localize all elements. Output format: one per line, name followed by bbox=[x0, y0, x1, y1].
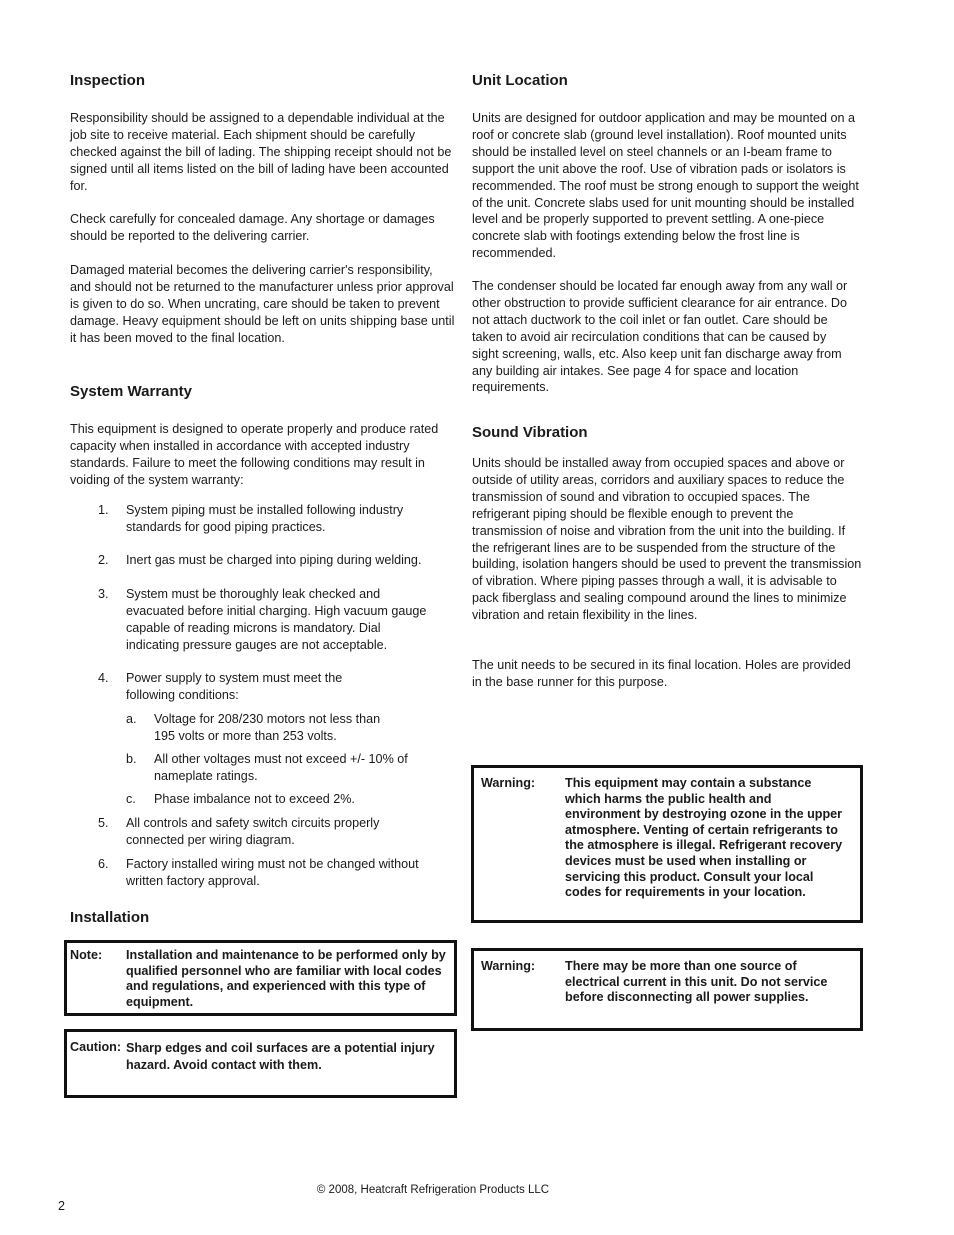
list-text: Inert gas must be charged into piping during welding. bbox=[126, 553, 422, 567]
inspection-paragraph-1: Responsibility should be assigned to a dependable individual at the job site to receive material. Each shipment should be carefully checked against the bill of lading. The shipping receipt should not be signed until all items listed on the bill of lading have been accounted for. bbox=[70, 111, 452, 193]
warning-label: Warning: bbox=[481, 959, 536, 973]
note-box bbox=[64, 940, 457, 1016]
list-text: System piping must be installed following industry standards for good piping practices. bbox=[126, 503, 404, 534]
list-text: All controls and safety switch circuits properly connected per wiring diagram. bbox=[126, 816, 380, 847]
page-number: 2 bbox=[58, 1199, 66, 1213]
list-letter: c. bbox=[126, 792, 136, 806]
caution-label: Caution: bbox=[70, 1040, 122, 1054]
list-number: 3. bbox=[98, 587, 109, 601]
list-text: Phase imbalance not to exceed 2%. bbox=[154, 792, 355, 806]
inspection-heading: Inspection bbox=[70, 72, 146, 89]
warning-text: This equipment may contain a substance which harms the public health and environment by destroying ozone in the upper atmosphere. Venting of certain refrigerants to the atmosphere is illegal. Refrigerant recovery devices must be used when installing or servicing this product. Consult your local codes for requirements in your location. bbox=[565, 776, 843, 900]
caution-box bbox=[64, 1029, 457, 1098]
note-label: Note: bbox=[70, 948, 103, 962]
list-number: 6. bbox=[98, 857, 109, 871]
system-warranty-heading: System Warranty bbox=[70, 383, 192, 400]
list-text: Factory installed wiring must not be changed without written factory approval. bbox=[126, 857, 419, 888]
installation-heading: Installation bbox=[70, 909, 150, 926]
list-number: 4. bbox=[98, 671, 109, 685]
inspection-paragraph-3: Damaged material becomes the delivering carrier's responsibility, and should not be returned to the manufacturer unless prior approval is given to do so. When uncrating, care should be taken to prevent damage. Heavy equipment should be left on units shipping base until it has been moved to the final location. bbox=[70, 263, 455, 345]
list-text: All other voltages must not exceed +/- 10% of nameplate ratings. bbox=[154, 752, 408, 783]
sound-vibration-paragraph-1: Units should be installed away from occupied spaces and above or outside of utility areas, corridors and auxiliary spaces to reduce the transmission of sound and vibration to occupied spaces. The refrigerant piping should be flexible enough to prevent the transmission of noise and vibration from the unit into the building. If the refrigerant lines are to be suspended from the structure of the building, isolation hangers should be used to prevent the transmission of vibration. Where piping passes through a wall, it is advisable to pack fiberglass and sealing compound around the lines to minimize vibration and retain flexibility in the lines. bbox=[472, 456, 862, 623]
sound-vibration-heading: Sound Vibration bbox=[472, 424, 588, 441]
list-letter: a. bbox=[126, 712, 137, 726]
list-text: System must be thoroughly leak checked and evacuated before initial charging. High vacuum gauge capable of reading microns is mandatory. Dial indicating pressure gauges are not acceptable. bbox=[126, 587, 427, 652]
inspection-paragraph-2: Check carefully for concealed damage. Any shortage or damages should be reported to the delivering carrier. bbox=[70, 212, 435, 243]
unit-location-paragraph-1: Units are designed for outdoor application and may be mounted on a roof or concrete slab (ground level installation). Roof mounted units should be installed level on steel channels or an I-beam frame to support the unit above the roof. Use of vibration pads or isolators is recommended. The roof must be strong enough to support the weight of the unit. Concrete slabs used for unit mounting should be installed level and be properly supported to prevent settling. A one-piece concrete slab with footings extending below the frost line is recommended. bbox=[472, 111, 859, 261]
list-number: 1. bbox=[98, 503, 109, 517]
warning-label: Warning: bbox=[481, 776, 536, 790]
warning-box-electrical bbox=[471, 948, 863, 1031]
warning-text: There may be more than one source of electrical current in this unit. Do not service before disconnecting all power supplies. bbox=[565, 959, 828, 1005]
unit-location-paragraph-2: The condenser should be located far enough away from any wall or other obstruction to provide sufficient clearance for air entrance. Do not attach ductwork to the coil inlet or fan outlet. Care should be taken to avoid air recirculation conditions that can be caused by sight screening, walls, etc. Also keep unit fan discharge away from any building air intakes. See page 4 for space and location requirements. bbox=[472, 279, 848, 395]
caution-text: Sharp edges and coil surfaces are a potential injury hazard. Avoid contact with them. bbox=[126, 1041, 435, 1072]
warranty-intro: This equipment is designed to operate properly and produce rated capacity when installed in accordance with accepted industry standards. Failure to meet the following conditions may result in voiding of the system warranty: bbox=[70, 422, 439, 487]
unit-location-heading: Unit Location bbox=[472, 72, 568, 89]
list-number: 2. bbox=[98, 553, 109, 567]
warning-box-ozone bbox=[471, 765, 863, 923]
list-letter: b. bbox=[126, 752, 137, 766]
list-text: Power supply to system must meet the following conditions: bbox=[126, 671, 343, 702]
list-number: 5. bbox=[98, 816, 109, 830]
note-text: Installation and maintenance to be performed only by qualified personnel who are familiar with local codes and regulations, and experienced with this type of equipment. bbox=[126, 948, 446, 1009]
copyright-footer: © 2008, Heatcraft Refrigeration Products LLC bbox=[316, 1184, 550, 1196]
sound-vibration-paragraph-2: The unit needs to be secured in its final location. Holes are provided in the base runner for this purpose. bbox=[472, 658, 851, 689]
list-text: Voltage for 208/230 motors not less than 195 volts or more than 253 volts. bbox=[154, 712, 381, 743]
